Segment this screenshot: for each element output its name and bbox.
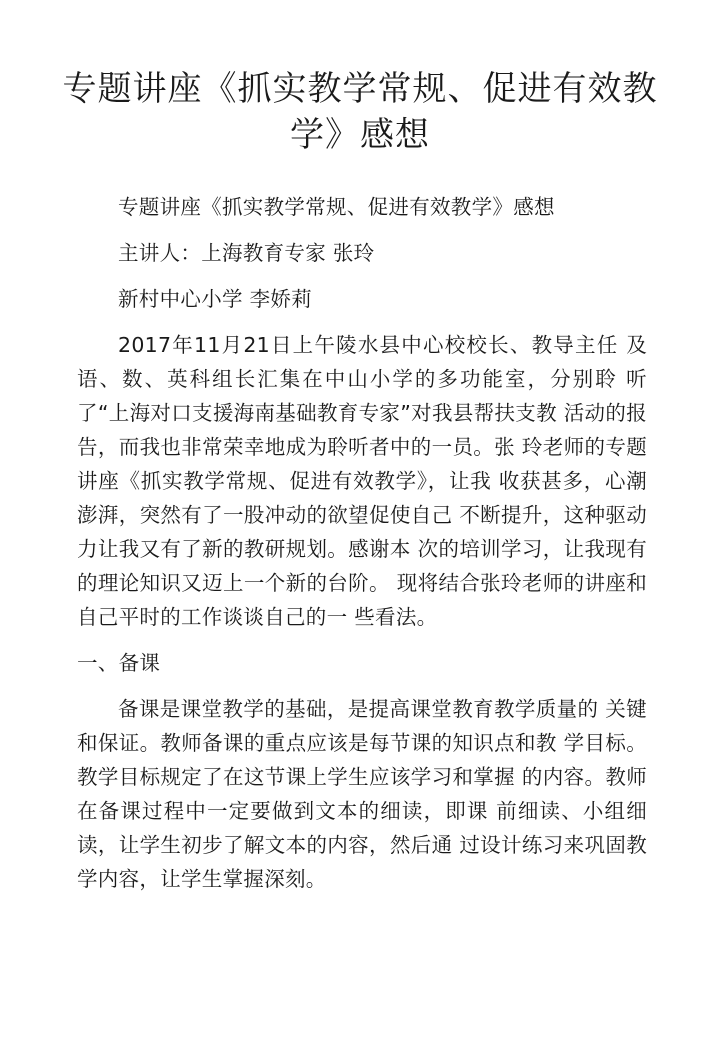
speaker-line: 主讲人：上海教育专家 张玲 [118, 241, 375, 265]
subtitle-line: 专题讲座《抓实教学常规、促进有效教学》感想 [118, 195, 555, 219]
author-line: 新村中心小学 李娇莉 [118, 287, 313, 311]
document-body [77, 190, 647, 908]
document-title: 专题讲座《抓实教学常规、促进有效教学》感想 [62, 69, 658, 155]
lesson-prep-paragraph: 备课是课堂教学的基础，是提高课堂教育教学质量的 关键和保证。教师备课的重点应该是每节课的知识点和教 学目标。教学目标规定了在这节课上学生应该学习和掌握 的内容。教师在备课过程中一定要做到文本的细读，即课 前细读、小组细读，让学生初步了解文本的内容，然后通 过设计练习来巩固教学内容，让学生掌握深刻。 [77, 697, 647, 891]
section-heading-lesson-prep: 一、备课 [77, 651, 161, 675]
intro-paragraph: 2017年11月21日上午陵水县中心校校长、教导主任 及语、数、英科组长汇集在中山小学的多功能室，分别聆 听了“上海对口支援海南基础教育专家”对我县帮扶支教 活动的报告，而我也非常荣幸地成为聆听者中的一员。张 玲老师的专题讲座《抓实教学常规、促进有效教学》，让我 收获甚多，心潮澎湃，突然有了一股冲动的欲望促使自己 不断提升，这种驱动力让我又有了新的教研规划。感谢本 次的培训学习，让我现有的理论知识又迈上一个新的台阶。 现将结合张玲老师的讲座和自己平时的工作谈谈自己的一 些看法。 [77, 333, 647, 629]
